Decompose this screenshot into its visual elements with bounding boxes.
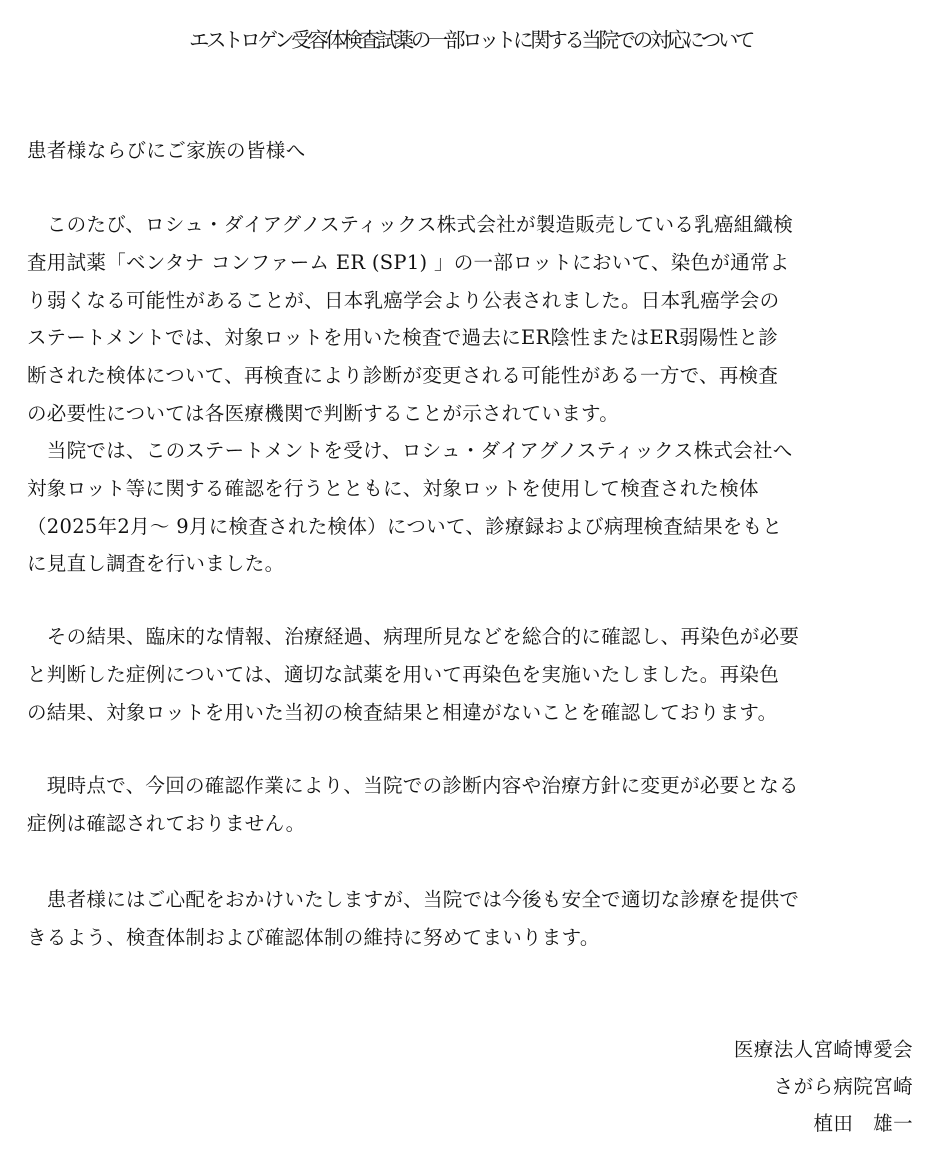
document-title: エストロゲン受容体検査試薬の一部ロットに関する当院での対応について (188, 28, 753, 52)
signature-name: 植田 雄一 (813, 1112, 913, 1135)
paragraph-line: 現時点で、今回の確認作業により、当院での診断内容や治療方針に変更が必要となる (27, 774, 799, 797)
paragraph-line: と判断した症例については、適切な試薬を用いて再染色を実施いたしました。再染色 (27, 662, 780, 686)
paragraph-line: その結果、臨床的な情報、治療経過、病理所見などを総合的に確認し、再染色が必要 (27, 625, 800, 648)
paragraph-line: （2025年2月～ 9月に検査された検体）について、診療録および病理検査結果をもと (27, 514, 783, 538)
paragraph-line: 当院では、このステートメントを受け、ロシュ・ダイアグノスティックス株式会社へ (27, 439, 793, 462)
paragraph-line: 対象ロット等に関する確認を行うとともに、対象ロットを使用して検査された検体 (27, 476, 759, 500)
paragraph-line: の結果、対象ロットを用いた当初の検査結果と相違がないことを確認しております。 (27, 700, 778, 724)
paragraph-line: り弱くなる可能性があることが、日本乳癌学会より公表されました。日本乳癌学会の (27, 288, 780, 312)
paragraph-closing (27, 881, 917, 957)
paragraph-announcement (27, 206, 917, 433)
paragraph-line: 査用試薬「ベンタナ コンファーム ER (SP1) 」の一部ロットにおいて、染色が通常よ (27, 250, 790, 274)
paragraph-line: ステートメントでは、対象ロットを用いた検査で過去にER陰性またはER弱陽性と診 (27, 326, 779, 350)
salutation: 患者様ならびにご家族の皆様へ (27, 139, 306, 162)
paragraph-line: の必要性については各医療機関で判断することが示されています。 (27, 401, 620, 425)
paragraph-hospital-response (27, 432, 917, 583)
paragraph-line: 断された検体について、再検査により診断が変更される可能性がある一方で、再検査 (27, 364, 779, 388)
paragraph-line: 症例は確認されておりません。 (27, 811, 306, 835)
paragraph-current-status (27, 767, 917, 843)
paragraph-line: きるよう、検査体制および確認体制の維持に努めてまいります。 (27, 925, 600, 949)
signature-hospital: さがら病院宮崎 (773, 1075, 913, 1098)
signature-organization: 医療法人宮崎博愛会 (733, 1038, 913, 1061)
paragraph-line: このたび、ロシュ・ダイアグノスティックス株式会社が製造販売している乳癌組織検 (27, 213, 794, 236)
paragraph-results (27, 618, 917, 731)
paragraph-line: に見直し調査を行いました。 (27, 552, 285, 576)
paragraph-line: 患者様にはご心配をおかけいたしますが、当院では今後も安全で適切な診療を提供で (27, 888, 800, 911)
